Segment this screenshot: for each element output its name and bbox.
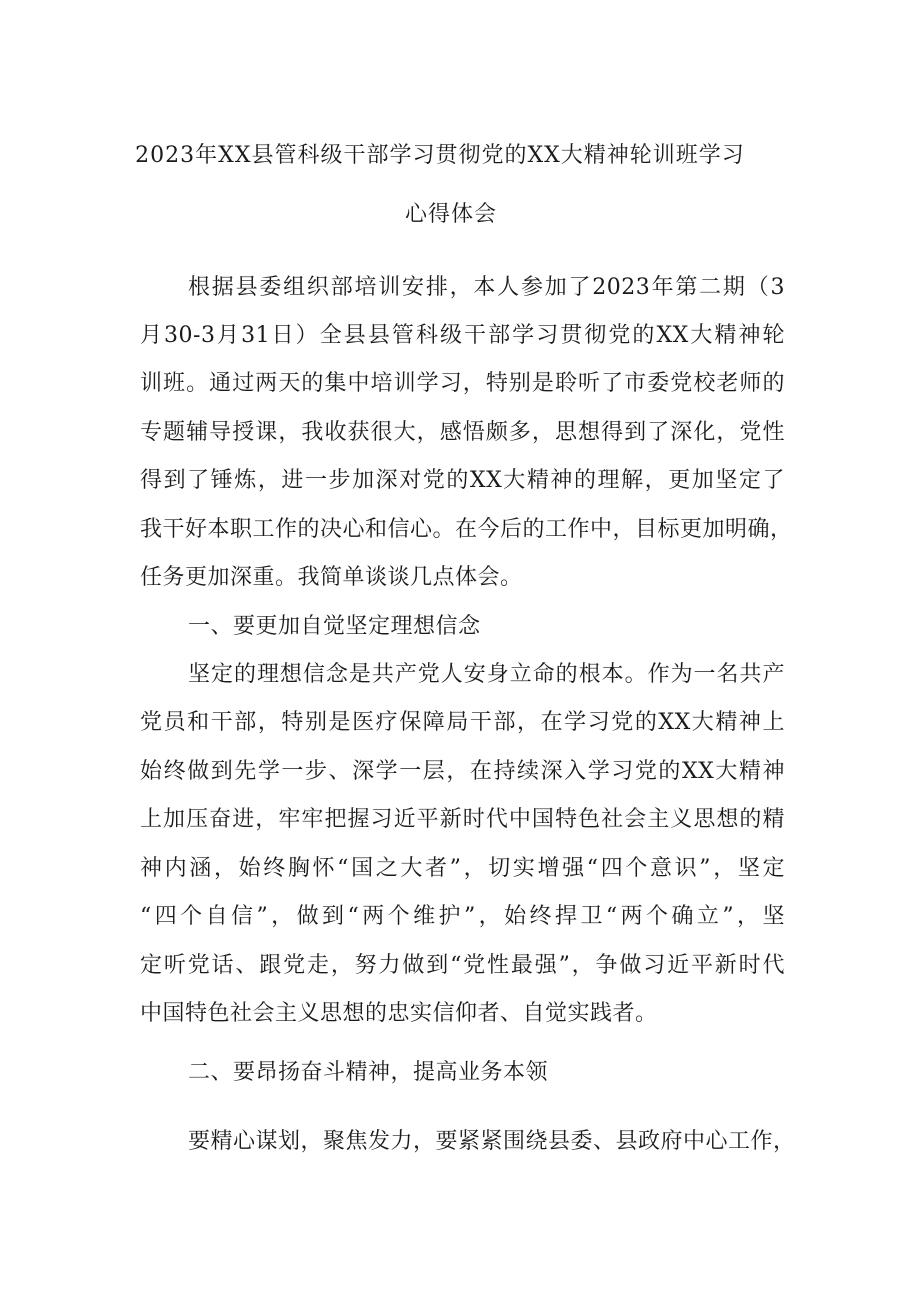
body-line-11: 上加压奋进，牢牢把握习近平新时代中国特色社会主义思想的精 <box>140 807 785 832</box>
body-line-1: 根据县委组织部培训安排，本人参加了2023年第二期（3 <box>188 275 785 300</box>
section-heading-1: 一、要更加自觉坚定理想信念 <box>188 614 481 639</box>
document-title-line-1: 2023年XX县管科级干部学习贯彻党的XX大精神轮训班学习 <box>135 143 745 168</box>
body-line-5: 得到了锤炼，进一步加深对党的XX大精神的理解，更加坚定了 <box>140 468 785 493</box>
body-line-14: 定听党话、跟党走，努力做到“党性最强”，争做习近平新时代 <box>140 953 785 978</box>
body-line-4: 专题辅导授课，我收获很大，感悟颇多，思想得到了深化，党性 <box>140 420 785 445</box>
body-line-8: 坚定的理想信念是共产党人安身立命的根本。作为一名共产 <box>188 662 785 687</box>
document-title-line-2: 心得体会 <box>404 202 497 227</box>
body-line-7: 任务更加深重。我简单谈谈几点体会。 <box>140 565 523 590</box>
body-line-10: 始终做到先学一步、深学一层，在持续深入学习党的XX大精神 <box>140 759 785 784</box>
body-line-12: 神内涵，始终胸怀“国之大者”，切实增强“四个意识”，坚定 <box>140 856 785 881</box>
body-line-2: 月30-3月31日）全县县管科级干部学习贯彻党的XX大精神轮 <box>140 323 785 348</box>
body-line-6: 我干好本职工作的决心和信心。在今后的工作中，目标更加明确， <box>140 517 793 542</box>
body-line-16: 要精心谋划，聚焦发力，要紧紧围绕县委、县政府中心工作， <box>188 1129 796 1154</box>
body-line-15: 中国特色社会主义思想的忠实信仰者、自觉实践者。 <box>140 1001 658 1026</box>
body-line-13: “四个自信”，做到“两个维护”，始终捍卫“两个确立”，坚 <box>140 904 785 929</box>
section-heading-2: 二、要昂扬奋斗精神，提高业务本领 <box>188 1060 549 1085</box>
body-line-9: 党员和干部，特别是医疗保障局干部，在学习党的XX大精神上 <box>140 710 785 735</box>
body-line-3: 训班。通过两天的集中培训学习，特别是聆听了市委党校老师的 <box>140 371 785 396</box>
